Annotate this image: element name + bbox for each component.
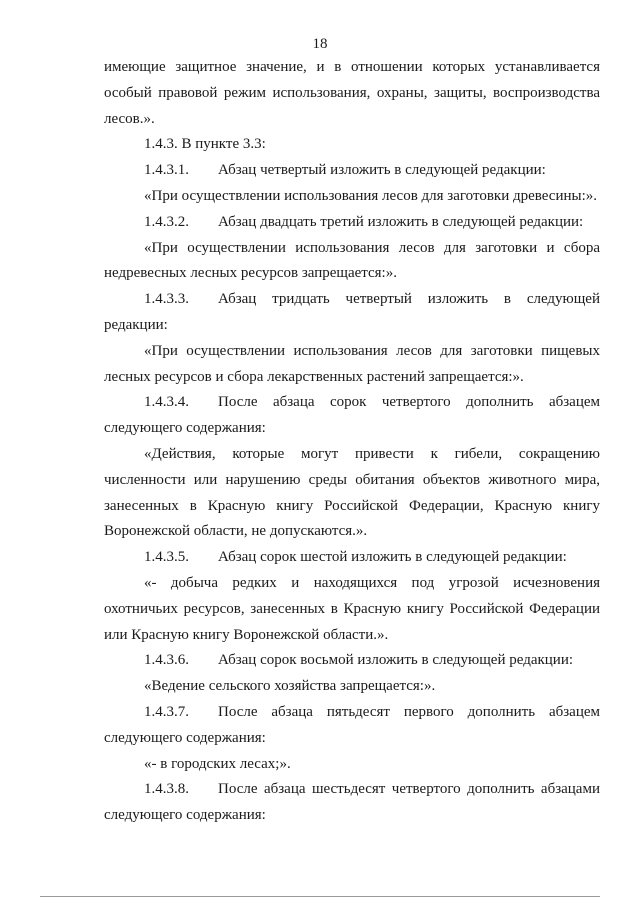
quoted-text: «Действия, которые могут привести к гибели, сокращению (144, 445, 600, 462)
amendment-item (104, 158, 600, 184)
item-text: Абзац сорок шестой изложить в следующей редакции: (218, 549, 567, 566)
page-number: 18 (312, 36, 328, 52)
quoted-text: или Красную книгу Воронежской области.». (104, 626, 389, 643)
text-line: особый правовой режим использования, охраны, защиты, воспроизводства (104, 84, 600, 101)
amendment-item (104, 777, 600, 803)
item-text: Абзац тридцать четвертый изложить в следующей (218, 291, 600, 308)
item-text: Абзац сорок восьмой изложить в следующей редакции: (218, 652, 574, 669)
quoted-text: «- в городских лесах;». (144, 755, 291, 772)
item-text-continued: следующего содержания: (104, 420, 266, 437)
quoted-text: «Ведение сельского хозяйства запрещается:». (144, 678, 436, 695)
quoted-text: «При осуществлении использования лесов для заготовки пищевых (144, 342, 600, 359)
quoted-text: недревесных лесных ресурсов запрещается:». (104, 265, 397, 282)
amendment-item (104, 545, 600, 571)
quoted-text: Воронежской области, не допускаются.». (104, 523, 368, 540)
item-text-continued: редакции: (104, 316, 168, 333)
quoted-text: занесенных в Красную книгу Российской Федерации, Красную книгу (104, 497, 600, 514)
amendment-item (104, 700, 600, 726)
quoted-text: лесных ресурсов и сбора лекарственных растений запрещается:». (104, 368, 524, 385)
quoted-text: «При осуществлении использования лесов для заготовки и сбора (144, 239, 600, 256)
scan-edge-line (40, 896, 600, 897)
quoted-text: «- добыча редких и находящихся под угрозой исчезновения (144, 574, 600, 591)
item-number: 1.4.3.5. (144, 549, 189, 566)
item-number: 1.4.3.4. (144, 394, 189, 411)
amendment-item (104, 210, 600, 236)
quoted-text: охотничьих ресурсов, занесенных в Красную книгу Российской Федерации (104, 600, 600, 617)
item-text: Абзац четвертый изложить в следующей редакции: (218, 162, 546, 179)
section-heading: 1.4.3. В пункте 3.3: (144, 136, 266, 153)
amendment-item (104, 648, 600, 674)
document-body (104, 55, 600, 829)
item-number: 1.4.3.1. (144, 162, 189, 179)
amendment-item (104, 390, 600, 416)
item-number: 1.4.3.6. (144, 652, 189, 669)
amendment-item (104, 287, 600, 313)
item-text: Абзац двадцать третий изложить в следующей редакции: (218, 213, 584, 230)
item-number: 1.4.3.8. (144, 781, 189, 798)
item-text-continued: следующего содержания: (104, 729, 266, 746)
text-line: лесов.». (104, 110, 155, 127)
item-text: После абзаца сорок четвертого дополнить абзацем (218, 394, 600, 411)
quoted-text: «При осуществлении использования лесов для заготовки древесины:». (144, 187, 597, 204)
item-number: 1.4.3.2. (144, 213, 189, 230)
item-text: После абзаца пятьдесят первого дополнить абзацем (218, 703, 600, 720)
item-text: После абзаца шестьдесят четвертого дополнить абзацами (218, 781, 600, 798)
text-line: имеющие защитное значение, и в отношении которых устанавливается (104, 59, 600, 75)
item-number: 1.4.3.7. (144, 703, 189, 720)
item-number: 1.4.3.3. (144, 291, 189, 308)
quoted-text: численности или нарушению среды обитания объектов животного мира, (104, 471, 600, 488)
item-text-continued: следующего содержания: (104, 807, 266, 824)
